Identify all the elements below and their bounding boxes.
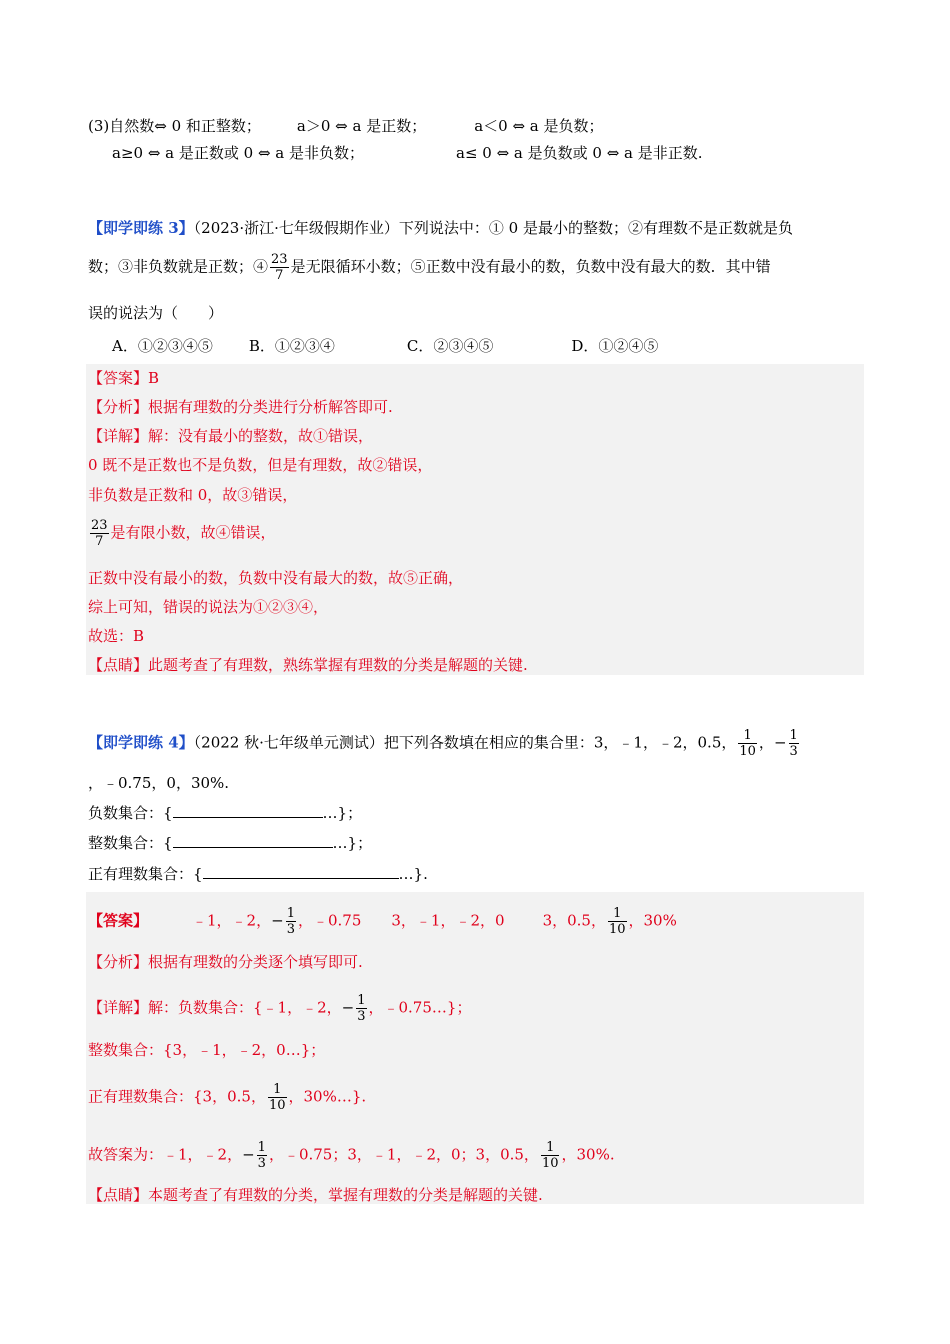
answer-part-1b: ，﹣0.75 (297, 911, 362, 930)
ex3-tag: 【即学即练 3】 (88, 219, 194, 237)
frac-num: 1 (357, 993, 366, 1008)
answer-part-2: 3，﹣1，﹣2，0 (391, 911, 505, 930)
frac-num: 1 (286, 906, 295, 921)
ex3-options (112, 336, 658, 356)
option-a: A．①②③④⑤ (112, 337, 213, 355)
frac-den: 3 (286, 922, 295, 937)
frac-den: 3 (789, 744, 798, 759)
frac-num: 1 (268, 1082, 287, 1098)
frac-den: 3 (357, 1009, 366, 1024)
ex4-integer-set (88, 833, 372, 853)
intro-nonpositive: a≤ 0 ⇔ a 是负数或 0 ⇔ a 是非正数. (456, 144, 703, 162)
ex3-detail-5: 正数中没有最小的数，负数中没有最大的数，故⑤正确， (88, 569, 464, 587)
frac-num: 1 (608, 906, 627, 922)
detail-4b: ，﹣0.75；3，﹣1，﹣2，0；3，0.5， (268, 1145, 539, 1164)
ex3-q1: （2023·浙江·七年级假期作业）下列说法中：① 0 是最小的整数；②有理数不是正数就是负 (193, 219, 793, 237)
fraction-1-10 (608, 906, 627, 937)
intro-negative: a＜0 ⇔ a 是负数； (474, 117, 604, 135)
frac-den: 10 (268, 1098, 286, 1113)
negative-set-blank[interactable] (173, 803, 323, 818)
intro-line-2 (112, 143, 703, 163)
fraction-1-3 (286, 906, 296, 937)
detail-3a: 正有理数集合：{3，0.5， (88, 1087, 266, 1106)
fraction-1-10 (268, 1082, 287, 1113)
ex3-question-line-3: 误的说法为（ ） (88, 304, 224, 322)
intro-natural-numbers: (3)自然数⇔ 0 和正整数； (88, 117, 261, 135)
frac-den: 10 (739, 744, 756, 759)
frac-num: 1 (541, 1140, 560, 1156)
frac-num: 23 (91, 518, 108, 533)
ex3-q2a: 数；③非负数就是正数；④ (88, 257, 269, 276)
intro-nonnegative: a≥0 ⇔ a 是正数或 0 ⇔ a 是非负数； (112, 144, 364, 162)
ex3-question-line-2 (88, 252, 771, 283)
minus-sign: − (271, 911, 284, 930)
fraction-1-10 (541, 1140, 560, 1171)
ex3-detail-3: 非负数是正数和 0，故③错误， (88, 486, 298, 504)
answer-part-1a: ﹣1，﹣2， (192, 911, 272, 930)
ex4-positive-set (88, 864, 428, 884)
integer-set-label: 整数集合：{ (88, 834, 173, 852)
intro-line-1 (88, 116, 604, 136)
ex3-q2b: 是无限循环小数；⑤正数中没有最小的数，负数中没有最大的数．其中错 (290, 257, 771, 276)
set-end: …}； (322, 804, 363, 822)
negative-set-label: 负数集合：{ (88, 804, 173, 822)
ex3-detail-2: 0 既不是正数也不是负数，但是有理数，故②错误， (88, 456, 433, 474)
ex4-question-line-1 (88, 728, 801, 759)
ex4-question-line-2: ，﹣0.75，0，30%. (88, 774, 230, 792)
frac-num: 1 (789, 728, 798, 743)
minus-sign: − (773, 733, 787, 752)
ex3-detail-4-text: 是有限小数，故④错误， (110, 523, 276, 542)
detail-4a: 故答案为：﹣1，﹣2， (88, 1145, 243, 1164)
intro-positive: a＞0 ⇔ a 是正数； (296, 117, 427, 135)
ex3-detail-4 (88, 518, 276, 549)
detail-4c: ，30%. (561, 1145, 615, 1164)
fraction-1-10 (738, 728, 757, 759)
frac-den: 10 (608, 922, 626, 937)
answer-part-3a: 3，0.5， (542, 911, 606, 930)
ex4-analysis: 【分析】根据有理数的分类逐个填写即可. (88, 953, 363, 971)
frac-den: 7 (275, 268, 284, 283)
positive-set-blank[interactable] (203, 864, 399, 879)
ex3-answer: 【答案】B (88, 369, 160, 387)
ex4-detail-1 (88, 993, 471, 1024)
detail-1a: 【详解】解：负数集合：{﹣1，﹣2， (88, 998, 342, 1017)
frac-den: 7 (95, 534, 104, 549)
ex4-tag: 【即学即练 4】 (88, 733, 194, 752)
option-c: C．②③④⑤ (406, 337, 494, 355)
frac-num: 23 (271, 252, 288, 267)
option-d: D．①②④⑤ (571, 337, 659, 355)
option-b: B．①②③④ (248, 337, 335, 355)
set-end: …}. (398, 865, 428, 883)
ex4-detail-3 (88, 1082, 366, 1113)
ex3-detail-1: 【详解】解：没有最小的整数，故①错误， (88, 427, 374, 445)
integer-set-blank[interactable] (173, 833, 333, 848)
positive-set-label: 正有理数集合：{ (88, 865, 203, 883)
fraction-23-7 (270, 252, 289, 283)
ex4-answer (88, 906, 677, 937)
fraction-23-7-detail (90, 518, 109, 549)
fraction-1-3 (257, 1140, 267, 1171)
ex4-q1: （2022 秋·七年级单元测试）把下列各数填在相应的集合里：3，﹣1，﹣2，0.5， (193, 733, 737, 752)
ex4-detail-2: 整数集合：{3，﹣1，﹣2，0…}； (88, 1041, 326, 1059)
fraction-1-3 (356, 993, 366, 1024)
fraction-1-3 (789, 728, 799, 759)
ex4-negative-set (88, 803, 362, 823)
ex3-detail-6: 综上可知，错误的说法为①②③④， (88, 598, 329, 616)
ex3-detail-7: 故选：B (88, 627, 145, 645)
minus-sign: − (242, 1145, 255, 1164)
ex4-detail-4 (88, 1140, 615, 1171)
frac-den: 3 (257, 1156, 266, 1171)
frac-num: 1 (738, 728, 757, 744)
frac-den: 10 (541, 1156, 559, 1171)
answer-part-3b: ，30% (628, 911, 677, 930)
answer-tag: 【答案】 (88, 911, 149, 930)
ex4-comment: 【点睛】本题考查了有理数的分类，掌握有理数的分类是解题的关键. (88, 1186, 543, 1204)
ex3-analysis: 【分析】根据有理数的分类进行分析解答即可. (88, 398, 393, 416)
ex3-question-line-1 (88, 218, 793, 238)
minus-sign: − (341, 998, 355, 1017)
frac-num: 1 (257, 1140, 266, 1155)
ex4-q1-comma: ， (758, 733, 774, 752)
detail-1b: ，﹣0.75…}； (368, 998, 472, 1017)
ex3-comment: 【点睛】此题考查了有理数，熟练掌握有理数的分类是解题的关键. (88, 656, 528, 674)
detail-3b: ，30%…}. (288, 1087, 367, 1106)
set-end: …}； (332, 834, 373, 852)
